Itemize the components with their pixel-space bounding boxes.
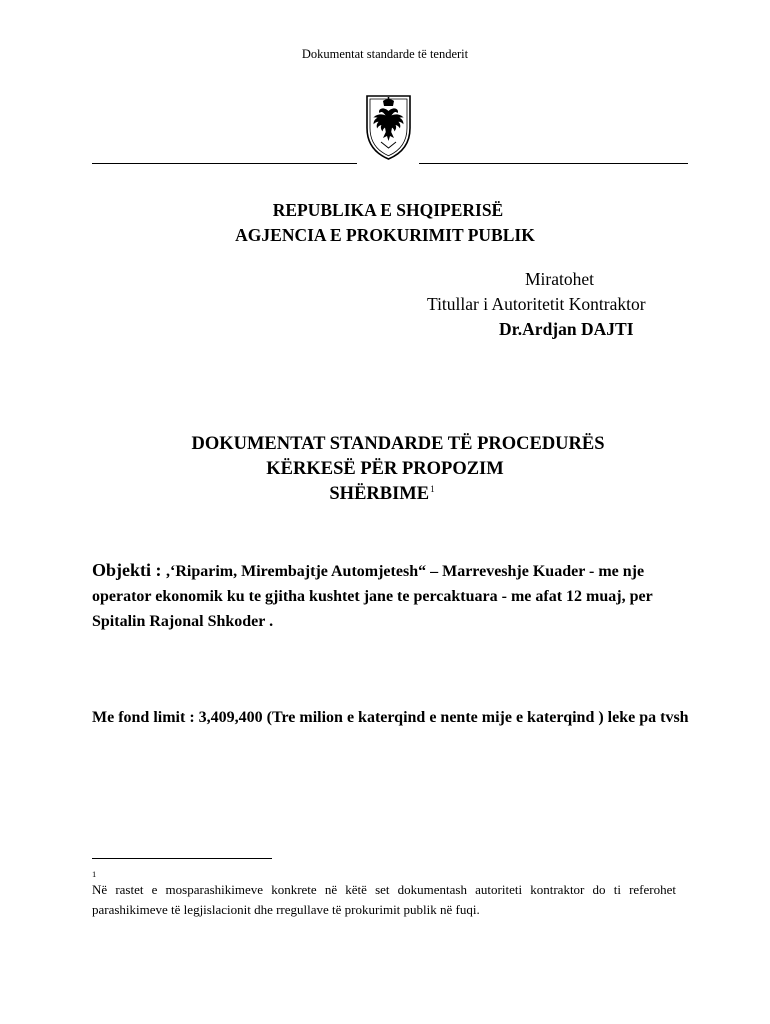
document-title-line2: KËRKESË PËR PROPOZIM bbox=[266, 459, 504, 479]
approval-signatory: Dr.Ardjan DAJTI bbox=[499, 319, 634, 339]
object-paragraph bbox=[92, 558, 692, 634]
document-title bbox=[0, 432, 770, 507]
agency-name: AGJENCIA E PROKURIMIT PUBLIK bbox=[235, 225, 535, 245]
institution-block bbox=[0, 198, 770, 248]
footnote-separator bbox=[92, 858, 272, 859]
running-header: Dokumentat standarde të tenderit bbox=[301, 47, 469, 61]
object-text: ,‘Riparim, Mirembajtje Automjetesh“ – Marreveshje Kuader - me nje operator ekonomik ku te gjitha kushtet jane te percaktuara - me afat 12 muaj, per Spitalin Rajonal Shkoder . bbox=[92, 563, 653, 630]
document-title-line1: DOKUMENTAT STANDARDE TË PROCEDURËS bbox=[191, 434, 605, 454]
footnote-text: Në rastet e mosparashikimeve konkrete në këtë set dokumentash autoriteti kontraktor do ti referohet parashikimeve të legjislacionit dhe rregullave të prokurimit publik në fuqi. bbox=[92, 882, 676, 917]
header-rule-right bbox=[419, 163, 688, 164]
approval-label: Miratohet bbox=[525, 269, 595, 289]
approval-role: Titullar i Autoritetit Kontraktor bbox=[427, 294, 646, 314]
footnote-number: 1 bbox=[92, 869, 97, 879]
republic-name: REPUBLIKA E SHQIPERISË bbox=[272, 200, 504, 220]
document-title-line3 bbox=[0, 482, 767, 507]
object-label: Objekti : bbox=[92, 560, 166, 580]
fund-limit-paragraph: Me fond limit : 3,409,400 (Tre milion e katerqind e nente mije e katerqind ) leke pa tvsh bbox=[92, 709, 689, 726]
albanian-coat-of-arms-icon bbox=[361, 92, 416, 162]
document-title-line3-text: SHËRBIME bbox=[329, 484, 430, 504]
footnote-reference: 1 bbox=[430, 483, 435, 494]
header-rule-left bbox=[92, 163, 357, 164]
